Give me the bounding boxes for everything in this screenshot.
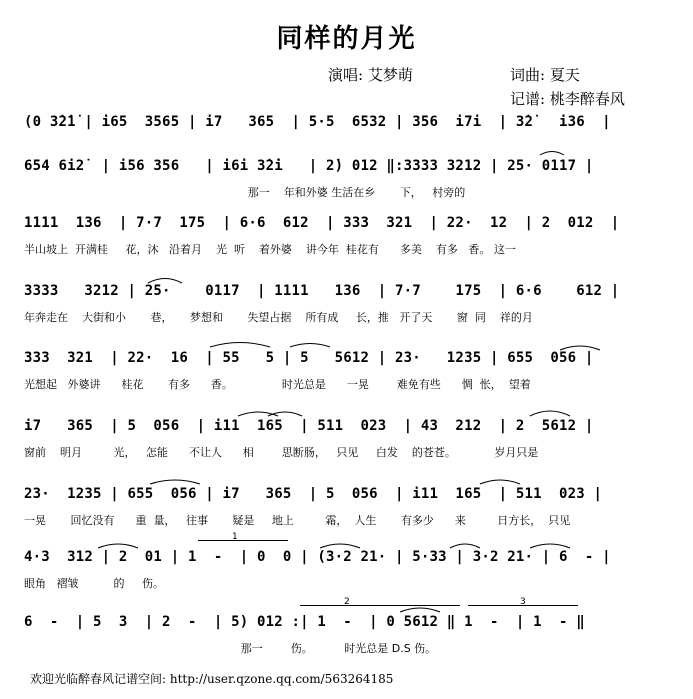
transcriber-credit: 记谱: 桃李醉春风 — [510, 90, 625, 108]
notation-line: 1111 136 | 7·7 175 | 6·6 612 | 333 321 | 22· 12 | 2 012 | — [24, 215, 620, 231]
slur-mark — [450, 544, 480, 548]
volta-number: 1 — [232, 532, 238, 542]
notation-line: 6 - | 5 3 | 2 - | 5) 012 :| 1 - | 0 5612 ‖ 1 - | 1 - ‖ — [24, 614, 585, 630]
slur-mark — [480, 480, 520, 484]
singer-credit: 演唱: 艾梦萌 — [328, 66, 413, 84]
lyrics-line: 那一 年和外婆 生活在乡 下， 村旁的 — [24, 186, 466, 199]
score-row-2 — [24, 158, 669, 212]
slur-mark — [400, 608, 440, 612]
notation-line: (0 3̇2̇1̇ | i65 3565 | i7 365 | 5·5 6532 | 356 i7i | 3̇2̇ i36 | — [24, 114, 611, 130]
score-row-3 — [24, 215, 669, 269]
notation-line: 4·3 312 | 2 01 | 1 - | 0 0 | (3·2 21· | 5·33 | 3·2 21· | 6 - | — [24, 549, 611, 565]
song-title: 同样的月光 — [276, 24, 417, 54]
notation-line: 3333 3212 | 25· 0117 | 1111 136 | 7·7 175 | 6·6 612 | — [24, 283, 620, 299]
volta-number: 2 — [344, 597, 350, 607]
notation-line: 23· 1235 | 655 056 | i7 365 | 5 056 | i11 165 | 511 023 | — [24, 486, 603, 502]
slur-mark — [530, 544, 570, 548]
lyrics-line: 光想起 外婆讲 桂花 有多 香。 时光总是 一晃 难免有些 惆 怅， 望着 — [24, 378, 531, 391]
slur-mark — [150, 480, 200, 484]
score-row-5 — [24, 350, 669, 404]
footer-credit: 欢迎光临醉春风记谱空间: http://user.qzone.qq.com/563264185 — [30, 672, 394, 686]
lyrics-line: 一晃 回忆没有 重 量， 往事 疑是 地上 霜， 人生 有多少 来 日方长， 只见 — [24, 514, 571, 527]
lyrics-line — [24, 140, 669, 158]
volta-bracket-2 — [300, 597, 460, 607]
volta-bracket-1 — [198, 532, 288, 542]
lyrics-line: 年奔走在 大街和小 巷， 梦想和 失望占据 所有成 长，推 开了天 窗 同 祥的月 — [24, 311, 533, 324]
slur-mark — [210, 343, 270, 348]
score-row-9 — [24, 614, 669, 668]
slur-mark — [320, 544, 360, 548]
volta-number: 3 — [520, 597, 526, 607]
slur-mark — [238, 412, 278, 416]
notation-line: 654 6i2̇ | i56 356 | i6i 3̇2̇i | 2̇) 012 ‖:3333 3212 | 25· 0117 | — [24, 158, 594, 174]
score-row-8 — [24, 549, 669, 603]
slur-mark — [530, 411, 570, 416]
volta-bracket-3 — [468, 597, 578, 607]
score-row-6 — [24, 418, 669, 472]
lyricist-credit: 词曲: 夏天 — [510, 66, 580, 84]
slur-mark — [98, 544, 138, 548]
score-row-4 — [24, 283, 669, 337]
lyrics-line: 那一 伤。 时光总是 D.S 伤。 — [24, 642, 437, 655]
lyrics-line: 眼角 褶皱 的 伤。 — [24, 577, 164, 590]
slur-mark — [268, 412, 302, 416]
slur-mark — [290, 344, 330, 348]
lyrics-line: 窗前 明月 光， 怎能 不让人 相 思断肠， 只见 白发 的苍苍。 岁月只是 — [24, 446, 539, 459]
notation-line: 333 321 | 22· 16 | 55 5 | 5 5612 | 23· 1235 | 655 056 | — [24, 350, 594, 366]
lyrics-line: 半山坡上 开满桂 花，沐 沿着月 光 听 着外婆 讲今年 桂花有 多美 有多 香。 这一 — [24, 243, 516, 256]
notation-line: i7 365 | 5 056 | i11 165 | 511 023 | 43 212 | 2 5612 | — [24, 418, 594, 434]
score-row-7 — [24, 486, 669, 540]
